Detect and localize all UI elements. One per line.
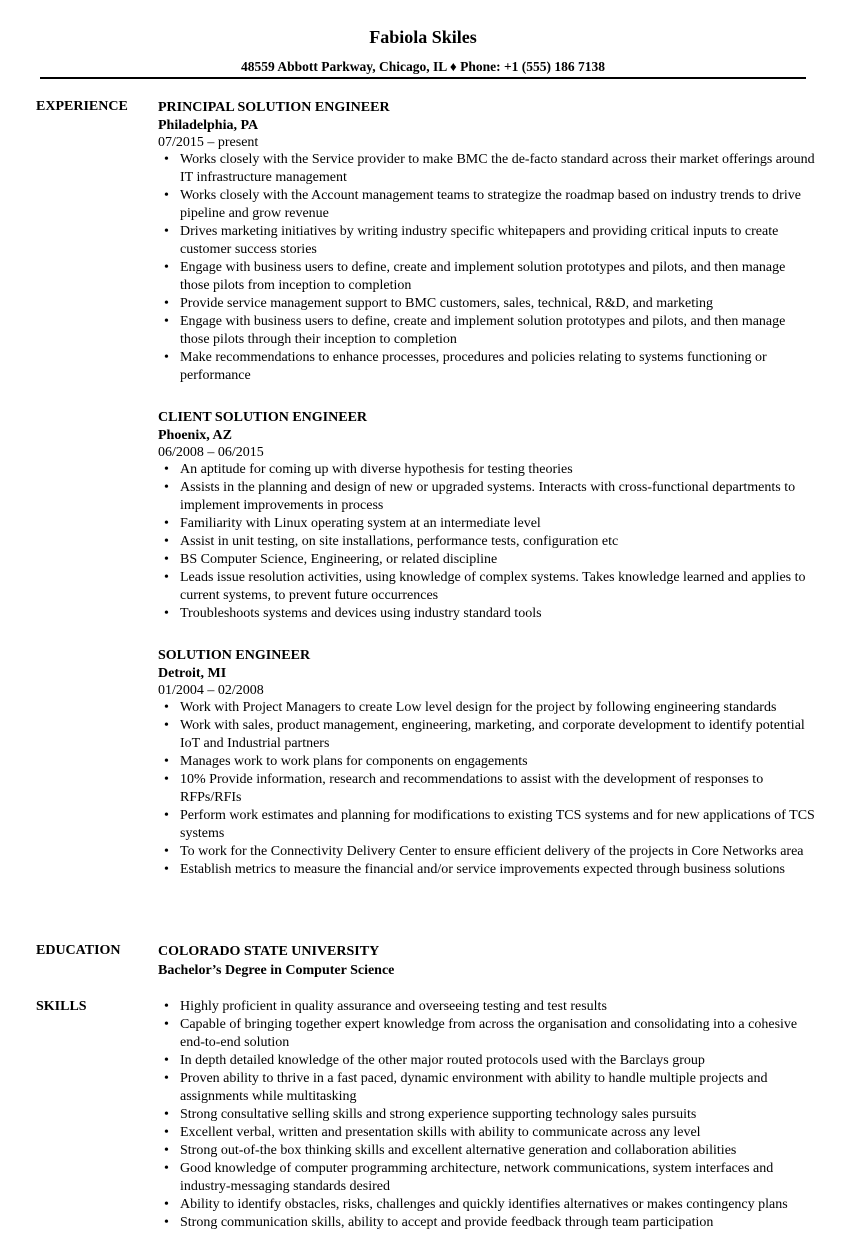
job-bullets	[158, 151, 818, 385]
job-entry	[158, 98, 818, 385]
job-bullet: • Provide service management support to BMC customers, sales, technical, R&D, and marketing	[180, 295, 818, 313]
job-entry	[158, 646, 818, 879]
skill-bullet: • Highly proficient in quality assurance and overseeing testing and test results	[180, 998, 818, 1016]
job-location: Detroit, MI	[158, 666, 227, 681]
job-bullet: • Engage with business users to define, create and implement solution prototypes and pilots, and then manage those pilots from inception to completion	[180, 259, 818, 295]
skill-bullet: • Capable of bringing together expert knowledge from across the organisation and consolidating into a cohesive end-to-end solution	[180, 1016, 818, 1052]
job-bullets	[158, 461, 818, 623]
job-title: PRINCIPAL SOLUTION ENGINEER	[158, 100, 390, 115]
job-title: CLIENT SOLUTION ENGINEER	[158, 410, 368, 425]
job-bullet: • Make recommendations to enhance processes, procedures and policies relating to systems functioning or performance	[180, 349, 818, 385]
job-bullet: • Assists in the planning and design of new or upgraded systems. Interacts with cross-functional departments to implement improvements in process	[180, 479, 818, 515]
job-bullet: • Establish metrics to measure the financial and/or service improvements expected through business solutions	[180, 861, 818, 879]
job-bullet: • Drives marketing initiatives by writing industry specific whitepapers and providing critical inputs to create customer success stories	[180, 223, 818, 259]
job-location: Phoenix, AZ	[158, 428, 232, 443]
degree-name: Bachelor’s Degree in Computer Science	[158, 963, 395, 978]
job-bullet: • Works closely with the Account management teams to strategize the roadmap based on industry trends to drive pipeline and grow revenue	[180, 187, 818, 223]
skill-bullets	[158, 998, 818, 1232]
job-bullet: • 10% Provide information, research and recommendations to assist with the development of responses to RFPs/RFIs	[180, 771, 818, 807]
skill-bullet: • Good knowledge of computer programming architecture, network communications, system interfaces and industry-messaging standards desired	[180, 1160, 818, 1196]
job-dates: 01/2004 – 02/2008	[158, 683, 264, 698]
job-bullet: • BS Computer Science, Engineering, or related discipline	[180, 551, 818, 569]
job-bullet: • Work with sales, product management, engineering, marketing, and corporate development to identify potential IoT and Industrial partners	[180, 717, 818, 753]
job-bullet: • Familiarity with Linux operating system at an intermediate level	[180, 515, 818, 533]
job-location: Philadelphia, PA	[158, 118, 259, 133]
skill-bullet: • Strong out-of-the box thinking skills and excellent alternative generation and collaboration abilities	[180, 1142, 818, 1160]
education-heading: EDUCATION	[36, 943, 121, 958]
skill-bullet: • Ability to identify obstacles, risks, challenges and quickly identifies alternatives or makes contingency plans	[180, 1196, 818, 1214]
skill-bullet: • In depth detailed knowledge of the other major routed protocols used with the Barclays group	[180, 1052, 818, 1070]
skills-heading: SKILLS	[36, 999, 87, 1014]
job-entry	[158, 408, 818, 623]
school-name: COLORADO STATE UNIVERSITY	[158, 944, 380, 959]
job-bullet: • Work with Project Managers to create Low level design for the project by following engineering standards	[180, 699, 818, 717]
skill-bullet: • Excellent verbal, written and presentation skills with ability to communicate across any level	[180, 1124, 818, 1142]
job-bullet: • To work for the Connectivity Delivery Center to ensure efficient delivery of the projects in Core Networks area	[180, 843, 818, 861]
candidate-name: Fabiola Skiles	[369, 27, 477, 47]
experience-heading: EXPERIENCE	[36, 99, 128, 114]
job-bullet: • Manages work to work plans for components on engagements	[180, 753, 818, 771]
job-bullet: • Troubleshoots systems and devices using industry standard tools	[180, 605, 818, 623]
job-bullet: • Assist in unit testing, on site installations, performance tests, configuration etc	[180, 533, 818, 551]
job-bullet: • Perform work estimates and planning for modifications to existing TCS systems and for new applications of TCS systems	[180, 807, 818, 843]
skill-bullet: • Strong communication skills, ability to accept and provide feedback through team participation	[180, 1214, 818, 1232]
skill-bullet: • Strong consultative selling skills and strong experience supporting technology sales pursuits	[180, 1106, 818, 1124]
job-bullet: • An aptitude for coming up with diverse hypothesis for testing theories	[180, 461, 818, 479]
job-dates: 06/2008 – 06/2015	[158, 445, 264, 460]
job-bullet: • Engage with business users to define, create and implement solution prototypes and pilots, and then manage those pilots through their inception to completion	[180, 313, 818, 349]
header-divider	[40, 77, 806, 79]
skill-bullet: • Proven ability to thrive in a fast paced, dynamic environment with ability to handle multiple projects and assignments while multitasking	[180, 1070, 818, 1106]
job-bullet: • Leads issue resolution activities, using knowledge of complex systems. Takes knowledge learned and applies to current systems, to prevent future occurrences	[180, 569, 818, 605]
job-bullet: • Works closely with the Service provider to make BMC the de-facto standard across their market offerings around IT infrastructure management	[180, 151, 818, 187]
contact-line: 48559 Abbott Parkway, Chicago, IL ♦ Phone: +1 (555) 186 7138	[240, 59, 606, 74]
job-title: SOLUTION ENGINEER	[158, 648, 311, 663]
job-dates: 07/2015 – present	[158, 135, 259, 150]
job-bullets	[158, 699, 818, 879]
skills-list	[158, 998, 818, 1232]
education-entry	[158, 942, 818, 980]
